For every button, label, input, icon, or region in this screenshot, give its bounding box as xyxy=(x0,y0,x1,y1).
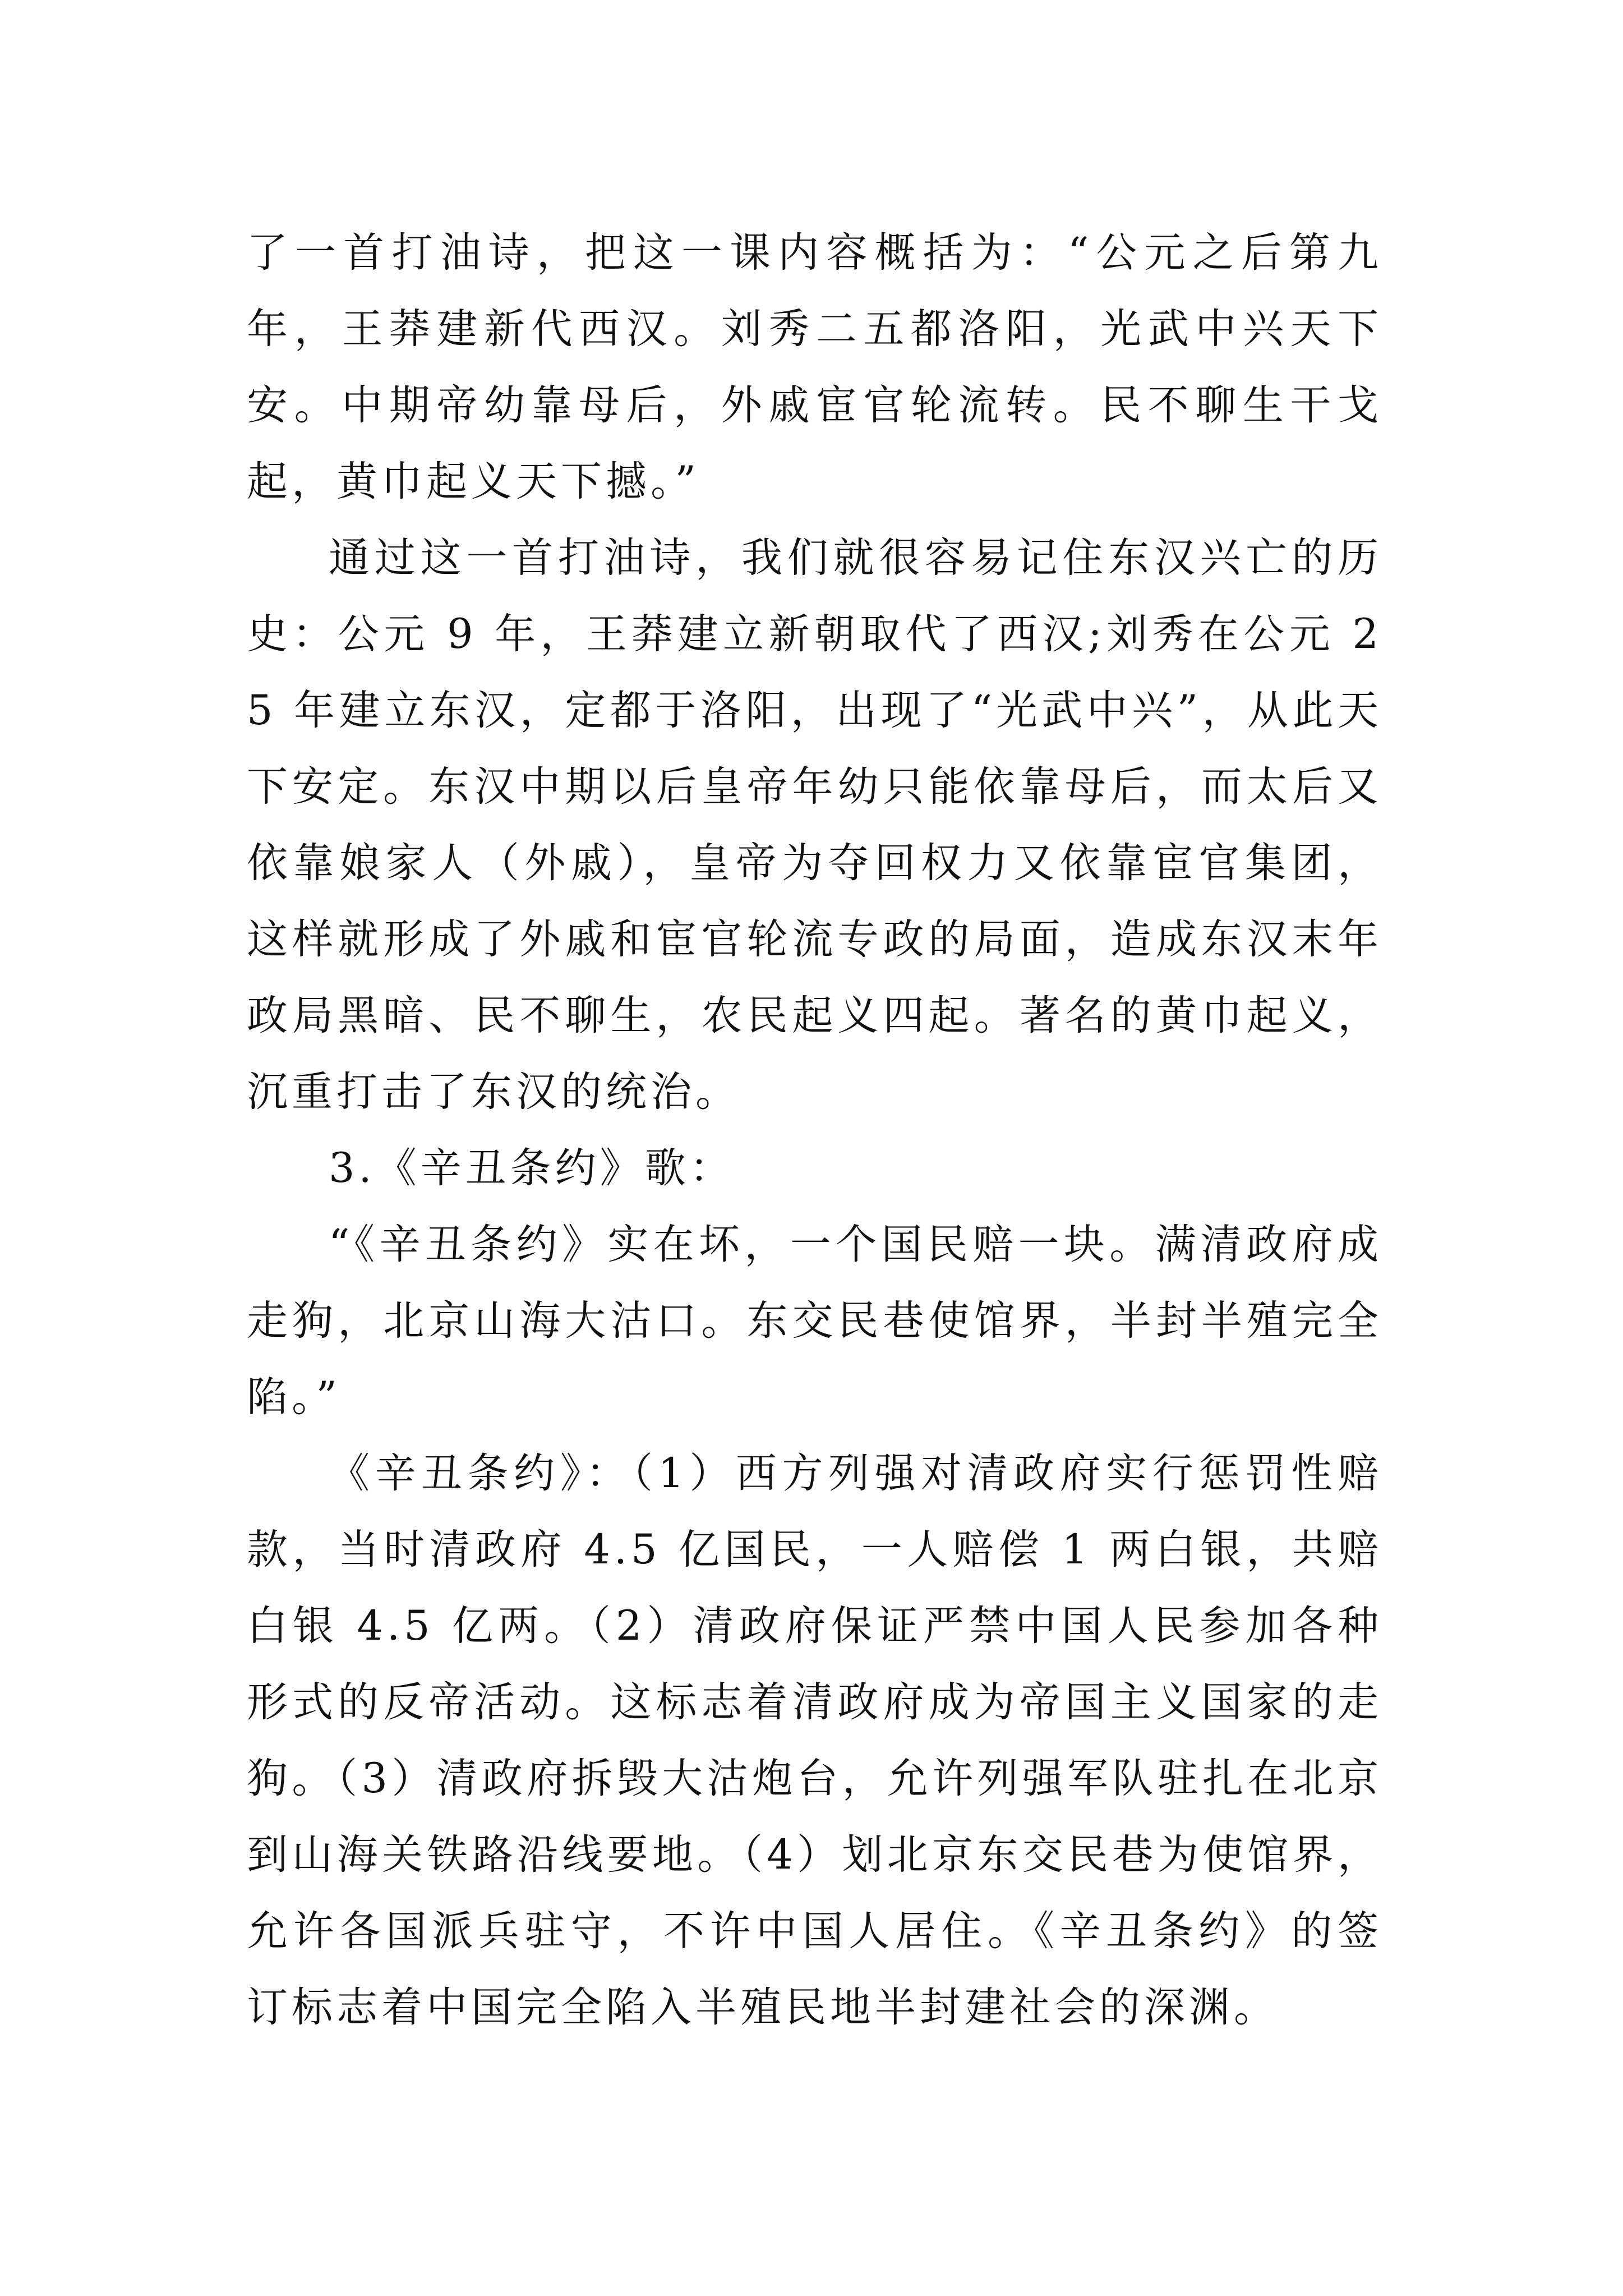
poem-summary-paragraph: 了一首打油诗，把这一课内容概括为：“公元之后第九年，王莽建新代西汉。刘秀二五都洛阳，光武中兴天下安。中期帝幼靠母后，外戚宦官轮流转。民不聊生干戈起，黄巾起义天下撼。” xyxy=(247,229,1382,505)
eastern-han-history-paragraph: 通过这一首打油诗，我们就很容易记住东汉兴亡的历史：公元 9 年，王莽建立新朝取代了西汉;刘秀在公元 25 年建立东汉，定都于洛阳，出现了“光武中兴”，从此天下安定。东汉中期以后皇帝年幼只能依靠母后，而太后又依靠娘家人（外戚），皇帝为夺回权力又依靠宦官集团，这样就形成了外戚和宦官轮流专政的局面，造成东汉末年政局黑暗、民不聊生，农民起义四起。著名的黄巾起义，沉重打击了东汉的统治。 xyxy=(247,534,1382,1116)
document-body xyxy=(247,215,1382,2046)
xinchou-treaty-song-paragraph: “《辛丑条约》实在坏，一个国民赔一块。满清政府成走狗，北京山海大沽口。东交民巷使馆界，半封半殖完全陷。” xyxy=(247,1221,1382,1421)
section-heading-xinchou-treaty-song: 3.《辛丑条约》歌： xyxy=(329,1144,735,1192)
xinchou-treaty-explanation-paragraph: 《辛丑条约》：（1）西方列强对清政府实行惩罚性赔款，当时清政府 4.5 亿国民，一人赔偿 1 两白银，共赔白银 4.5 亿两。（2）清政府保证严禁中国人民参加各种形式的反帝活动。这标志着清政府成为帝国主义国家的走狗。（3）清政府拆毁大沽炮台，允许列强军队驻扎在北京到山海关铁路沿线要地。（4）划北京东交民巷为使馆界，允许各国派兵驻守，不许中国人居住。《辛丑条约》的签订标志着中国完全陷入半殖民地半封建社会的深渊。 xyxy=(247,1450,1382,2031)
